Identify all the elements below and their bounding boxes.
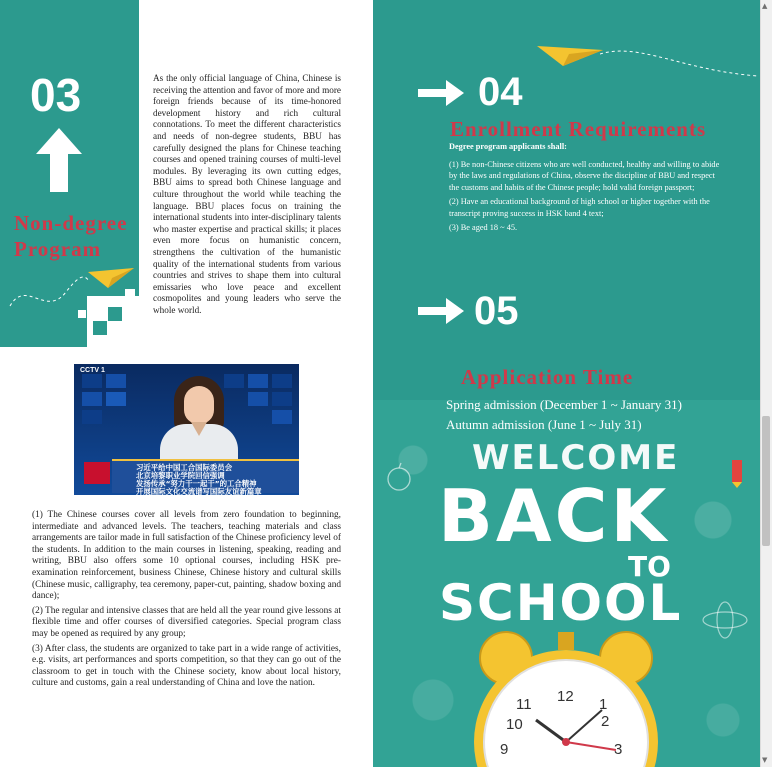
back-text: BACK [438, 474, 670, 558]
non-degree-title: Non-degree Program [14, 211, 128, 261]
atom-doodle-icon [700, 600, 750, 640]
anchor-face [184, 386, 214, 424]
vertical-scrollbar[interactable] [760, 0, 772, 767]
apple-doodle-icon [384, 462, 414, 492]
news-badge [84, 462, 110, 484]
paper-plane-icon [537, 44, 603, 68]
non-degree-intro: As the only official language of China, Chinese is receiving the attention and favor of more and more foreign friends because of its time-honored development history and rich cultural connotations. To meet the different characteristics and needs of non-degree students, BBU has carefully designed the plans for Chinese teaching courses and opened training courses of multi-level modules. By leveraging its own cutting edges, BBU aims to spread both Chinese language and culture throughout the world while teaching the language. BBU places focus on training the international students into inter-disciplinary talents who master expertise and practical skills; it places even more focus on humanistic concern, strengthens the cultivation of the humanistic quality of the international students from various countries and strives to shape them into cultural emissaries who love peace and excellent cosmopolites and young leaders who serve the whole world. [153, 73, 341, 315]
channel-logo: CCTV 1 [80, 367, 105, 374]
decor-square [108, 307, 122, 321]
caption-line: 开展国际文化交流谱写国际友谊新篇章 [136, 487, 262, 495]
dashed-flight-path-icon [600, 40, 760, 80]
non-degree-list [32, 510, 341, 693]
scroll-down-arrow-icon[interactable]: ▼ [762, 756, 768, 764]
paper-plane-icon [88, 268, 134, 290]
right-arrow-icon [418, 80, 464, 106]
clock-numeral: 9 [500, 741, 509, 758]
up-arrow-icon [36, 128, 82, 192]
caption-line: 北京培黎职业学院回信强调 [136, 471, 225, 480]
application-time-title: Application Time [461, 365, 634, 389]
spring-admission: Spring admission (December 1 ~ January 31) [446, 397, 682, 412]
decor-square [125, 289, 135, 299]
section-03-number: 03 [30, 69, 82, 121]
clock-numeral: 11 [516, 696, 532, 713]
list-item: (1) Be non-Chinese citizens who are well conducted, healthy and willing to abide by the laws and regulations of China, observe the discipline of BBU and respect the customs and habits of the Chinese people; hold valid foreign passport; [449, 160, 720, 192]
section-05-number: 05 [474, 289, 519, 333]
enrollment-title: Enrollment Requirements [450, 117, 707, 141]
scroll-up-arrow-icon[interactable]: ▲ [762, 2, 768, 10]
enrollment-list [449, 159, 723, 236]
list-item: (2) Have an educational background of high school or higher together with the transcript proving success in HSK band 4 text; [449, 197, 710, 218]
dashed-flight-path-icon [6, 268, 92, 318]
clock-numeral: 12 [557, 688, 574, 705]
autumn-admission: Autumn admission (June 1 ~ July 31) [446, 417, 642, 432]
enrollment-intro: Degree program applicants shall: [449, 142, 567, 151]
news-photo [74, 364, 299, 495]
clock-numeral: 1 [599, 696, 608, 713]
section-04-number: 04 [478, 70, 523, 114]
clock-numeral: 10 [506, 716, 523, 733]
scrollbar-thumb[interactable] [762, 416, 770, 546]
clock-numeral: 2 [601, 713, 610, 730]
welcome-text: WELCOME [472, 438, 680, 478]
clock-numeral: 3 [614, 741, 623, 758]
list-item: (3) After class, the students are organized to take part in a wide range of activities, e.g. visits, art performances and sports competition, so that they can go out of the classroom to get in touch with the Chinese society, know about local history, culture and customs, gain a real understanding of China and love the nation. [32, 643, 341, 689]
caption-line: 发扬传承“努力干一起干”的工合精神 [136, 479, 257, 488]
list-item: (1) The Chinese courses cover all levels from zero foundation to beginning, intermediate and advanced levels. The teachers, teaching materials and class arrangements are tailor made in full satisfaction of the Chinese proficiency level of the students. In addition to the main courses in listening, speaking, reading and writing, BBU also offers some 10 optional courses, including HSK pre-examination reinforcement, business Chinese, Chinese history and cultural skills (Chinese music, calligraphy, tea ceremony, paper-cut, painting, shadow boxing and dance); [32, 510, 341, 602]
pencil-icon [726, 458, 748, 488]
caption-line: 习近平给中国工合国际委员会 [136, 463, 233, 472]
right-arrow-icon [418, 298, 464, 324]
decor-square [93, 321, 107, 335]
list-item: (2) The regular and intensive classes that are held all the year round give lessons at flexible time and offer courses of diversified categories. Special program class may be opened as required by any group; [32, 605, 341, 639]
school-text: SCHOOL [439, 574, 683, 632]
list-item: (3) Be aged 18 ~ 45. [449, 223, 518, 233]
to-text: TO [628, 550, 671, 583]
